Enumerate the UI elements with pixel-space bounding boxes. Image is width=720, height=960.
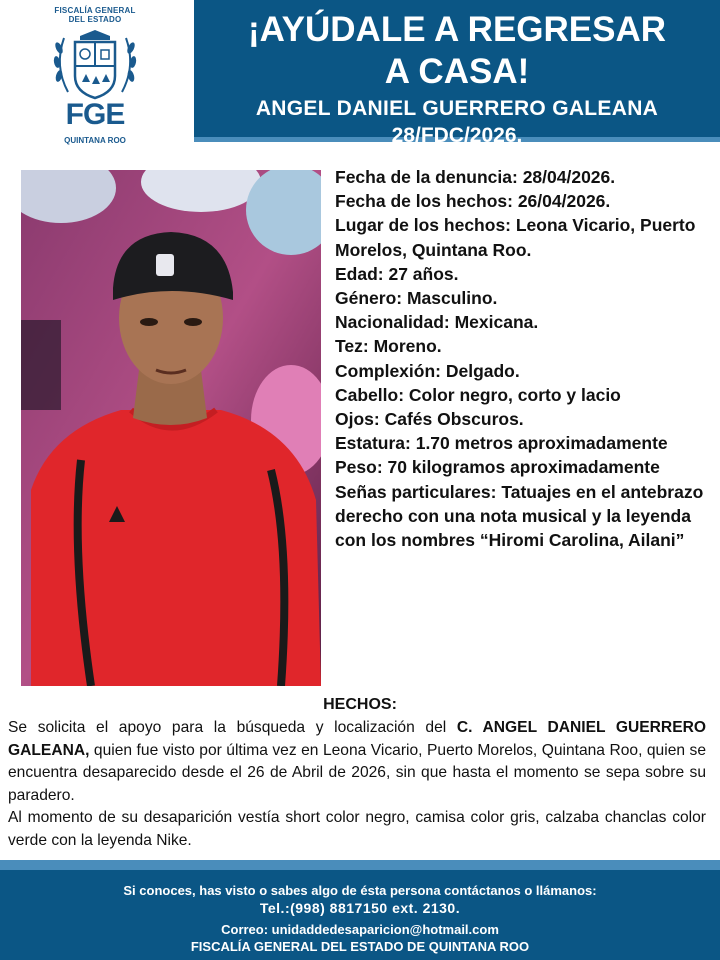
detail-eyes: Ojos: Cafés Obscuros. [335,409,524,430]
hechos-title: HECHOS: [323,696,397,713]
detail-age: Edad: 27 años. [335,263,459,284]
person-details [335,165,715,552]
logo-state: QUINTANA ROO [64,136,126,145]
footer-phone: Tel.:(998) 8817150 ext. 2130. [259,900,461,916]
header-banner [194,0,720,137]
detail-location: Lugar de los hechos: Leona Vicario, Puerto Morelos, Quintana Roo. [335,215,696,260]
hechos-text-end: quien fue visto por última vez en Leona Vicario, Puerto Morelos, Quintana Roo, quien se encuentra desaparecido desde el 26 de Abril de 2026, sin que hasta el momento se sepa sobre su paradero. [8,741,706,804]
hechos-body [8,717,706,853]
detail-build: Complexión: Delgado. [335,360,520,381]
logo-acronym: FGE [65,98,125,131]
detail-marks: Señas particulares: Tatuajes en el antebrazo derecho con una nota musical y la leyenda con los nombres “Hiromi Carolina, Ailani” [335,481,704,551]
detail-nationality: Nacionalidad: Mexicana. [335,312,539,333]
hechos-person-name: C. ANGEL DANIEL GUERRERO GALEANA, [8,719,706,759]
header-title-line2: A CASA! [384,52,530,91]
logo-top-line1: FISCALÍA GENERAL [54,6,136,15]
detail-report-date: Fecha de la denuncia: 28/04/2026. [335,167,616,187]
logo-top-text [0,6,190,24]
person-name: ANGEL DANIEL GUERRERO GALEANA [255,97,659,120]
hechos-clothing: Al momento de su desaparición vestía short color negro, camisa color gris, calzaba chanclas color verde con la leyenda Nike. [8,809,706,849]
state-seal-icon [50,26,140,106]
detail-event-date: Fecha de los hechos: 26/04/2026. [335,191,611,212]
footer-email: Correo: unidaddedesaparicion@hotmail.com [221,922,499,937]
footer-agency: FISCALÍA GENERAL DEL ESTADO DE QUINTANA ROO [190,939,530,954]
detail-gender: Género: Masculino. [335,288,498,309]
hechos-text-start: Se solicita el apoyo para la búsqueda y localización del [8,719,457,736]
case-folio: 28/FDC/2026. [391,124,523,147]
detail-height: Estatura: 1.70 metros aproximadamente [335,433,668,454]
footer-divider [0,860,720,870]
missing-person-photo [21,170,321,686]
detail-skin: Tez: Moreno. [335,336,442,357]
logo-top-line2: DEL ESTADO [68,15,122,24]
header-title-line1: ¡AYÚDALE A REGRESAR [247,10,667,49]
detail-hair: Cabello: Color negro, corto y lacio [335,384,621,405]
footer-call-to-action: Si conoces, has visto o sabes algo de ésta persona contáctanos o llámanos: [123,883,597,898]
fge-logo [0,0,190,148]
portrait-illustration [21,170,321,686]
detail-weight: Peso: 70 kilogramos aproximadamente [335,457,660,478]
footer-contact [0,870,720,960]
